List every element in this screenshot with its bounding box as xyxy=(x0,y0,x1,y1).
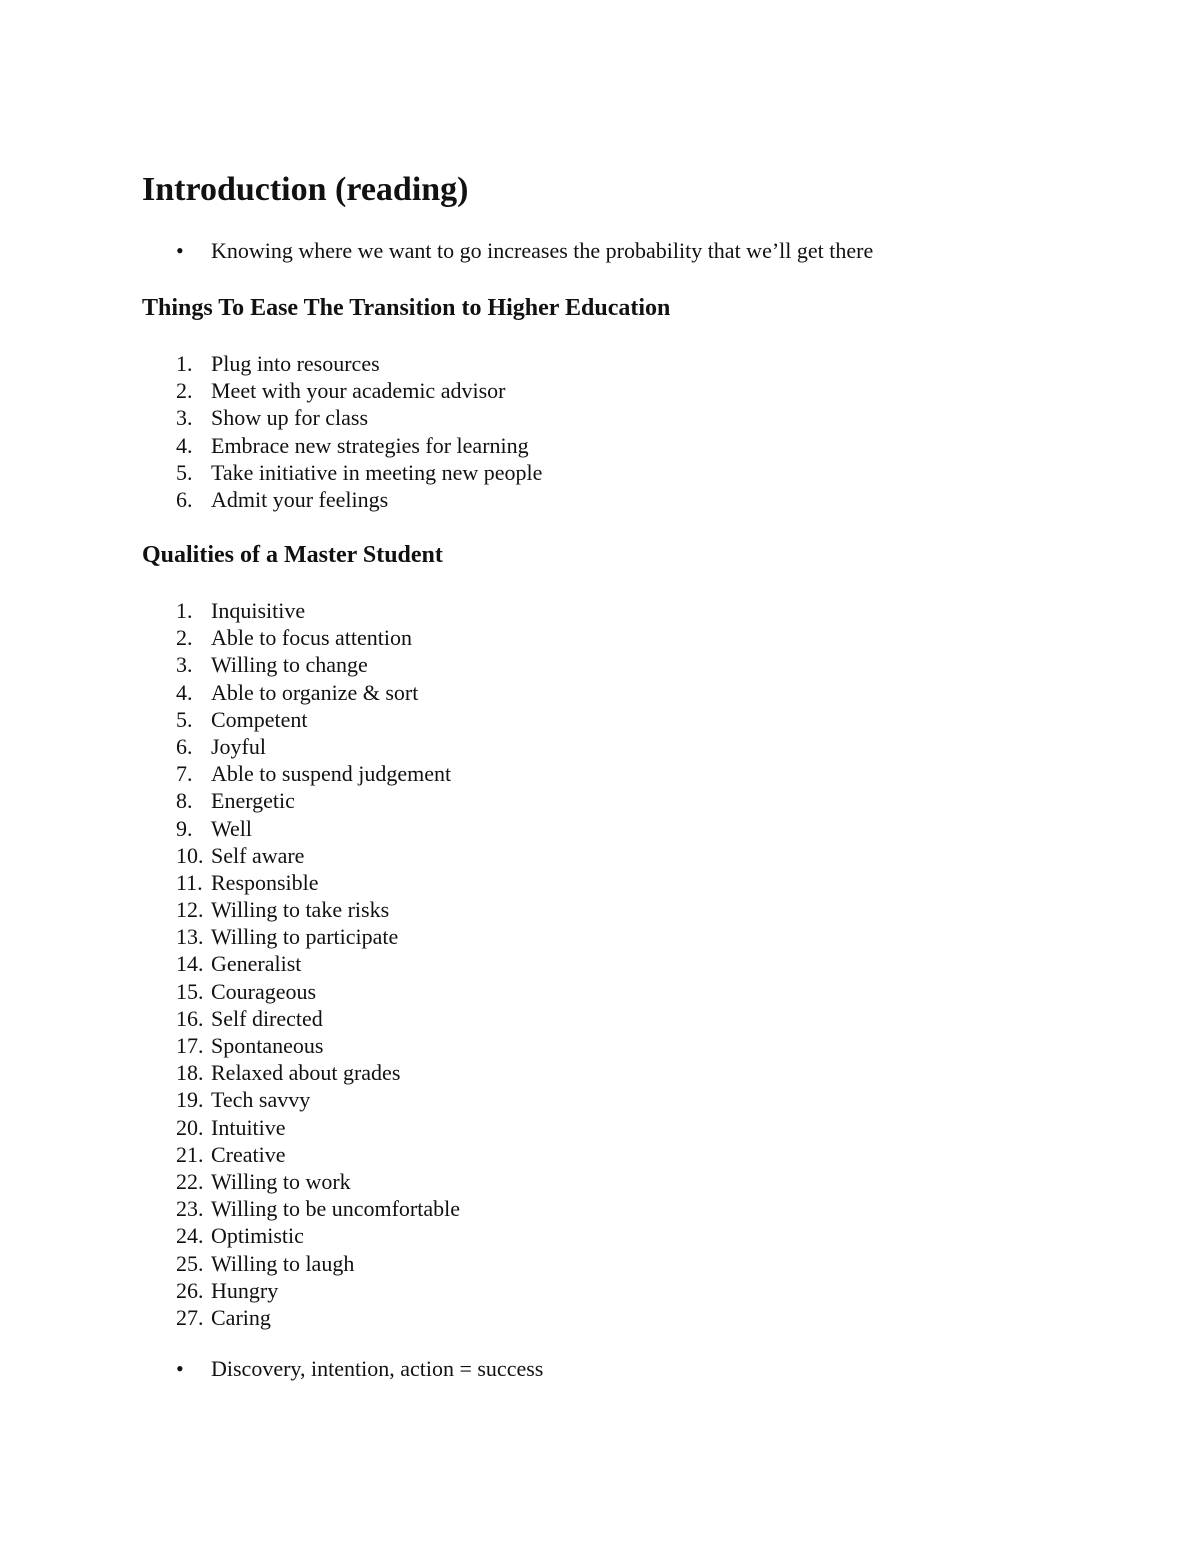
list-item-text: Take initiative in meeting new people xyxy=(211,459,543,485)
list-item-text: Caring xyxy=(211,1304,271,1330)
list-item-text: Creative xyxy=(211,1141,286,1167)
list-item-text: Willing to be uncomfortable xyxy=(211,1196,460,1222)
list-item-number: 9. xyxy=(176,815,193,841)
list-item-number: 15. xyxy=(176,978,204,1004)
list-item-text: Hungry xyxy=(211,1277,279,1303)
list-item-number: 6. xyxy=(176,486,193,512)
bullet-icon: • xyxy=(176,238,184,263)
list-item-text: Knowing where we want to go increases the probability that we’ll get there xyxy=(211,238,874,263)
list-item-number: 13. xyxy=(176,924,204,950)
list-item-number: 6. xyxy=(176,733,193,759)
list-item-text: Spontaneous xyxy=(211,1033,324,1058)
list-item-number: 5. xyxy=(176,706,193,732)
list-item-text: Plug into resources xyxy=(211,351,380,376)
list-item-text: Joyful xyxy=(211,733,266,759)
list-item-number: 1. xyxy=(176,598,193,623)
list-item-text: Well xyxy=(211,815,252,841)
list-item-number: 3. xyxy=(176,405,193,431)
list-item-text: Able to organize & sort xyxy=(211,679,419,705)
list-item-text: Meet with your academic advisor xyxy=(211,378,506,404)
page-title: Introduction (reading) xyxy=(142,171,469,208)
list-item-number: 25. xyxy=(176,1250,204,1276)
list-item-number: 2. xyxy=(176,625,193,651)
list-item-number: 11. xyxy=(176,869,203,895)
list-item-text: Embrace new strategies for learning xyxy=(211,432,529,458)
list-item-text: Optimistic xyxy=(211,1223,304,1249)
list-item-number: 12. xyxy=(176,897,204,923)
list-item-number: 5. xyxy=(176,459,193,485)
section-heading-transition: Things To Ease The Transition to Higher Education xyxy=(142,295,671,321)
list-item-number: 20. xyxy=(176,1114,204,1140)
list-item-text: Self aware xyxy=(211,842,305,868)
list-item-number: 2. xyxy=(176,378,193,404)
list-item-text: Able to focus attention xyxy=(211,625,413,651)
list-item-number: 3. xyxy=(176,652,193,678)
list-item-text: Tech savvy xyxy=(211,1087,311,1113)
bullet-icon: • xyxy=(176,1356,184,1381)
list-item-text: Intuitive xyxy=(211,1114,286,1140)
list-item-text: Admit your feelings xyxy=(211,486,389,512)
section-heading-qualities: Qualities of a Master Student xyxy=(142,542,443,568)
list-item-number: 7. xyxy=(176,761,193,787)
list-item-number: 19. xyxy=(176,1087,204,1113)
list-item-text: Discovery, intention, action = success xyxy=(211,1356,544,1381)
list-item-text: Inquisitive xyxy=(211,598,306,623)
list-item-text: Willing to work xyxy=(211,1168,351,1194)
list-item-text: Willing to change xyxy=(211,652,368,678)
list-item-text: Show up for class xyxy=(211,405,369,431)
list-item-number: 1. xyxy=(176,351,193,376)
list-item-number: 16. xyxy=(176,1005,204,1031)
list-item-number: 10. xyxy=(176,842,204,868)
list-item-text: Relaxed about grades xyxy=(211,1060,401,1086)
list-item-number: 27. xyxy=(176,1304,204,1330)
list-item-text: Able to suspend judgement xyxy=(211,761,452,787)
list-item-text: Willing to participate xyxy=(211,924,399,950)
list-item-number: 26. xyxy=(176,1277,204,1303)
list-item-number: 4. xyxy=(176,679,193,705)
list-item-number: 23. xyxy=(176,1196,204,1222)
list-item-text: Generalist xyxy=(211,951,302,977)
list-item-number: 17. xyxy=(176,1033,204,1058)
list-item-text: Energetic xyxy=(211,788,295,814)
list-item-number: 8. xyxy=(176,788,193,814)
list-item-number: 22. xyxy=(176,1168,204,1194)
list-item-number: 4. xyxy=(176,432,193,458)
list-item-text: Courageous xyxy=(211,978,317,1004)
list-item-number: 14. xyxy=(176,951,204,977)
list-item-number: 24. xyxy=(176,1223,204,1249)
list-item-number: 21. xyxy=(176,1141,204,1167)
list-item-text: Responsible xyxy=(211,869,319,895)
list-item-text: Willing to take risks xyxy=(211,897,390,923)
list-item-text: Willing to laugh xyxy=(211,1250,355,1276)
list-item-text: Self directed xyxy=(211,1005,323,1031)
list-item-text: Competent xyxy=(211,706,308,732)
list-item-number: 18. xyxy=(176,1060,204,1086)
